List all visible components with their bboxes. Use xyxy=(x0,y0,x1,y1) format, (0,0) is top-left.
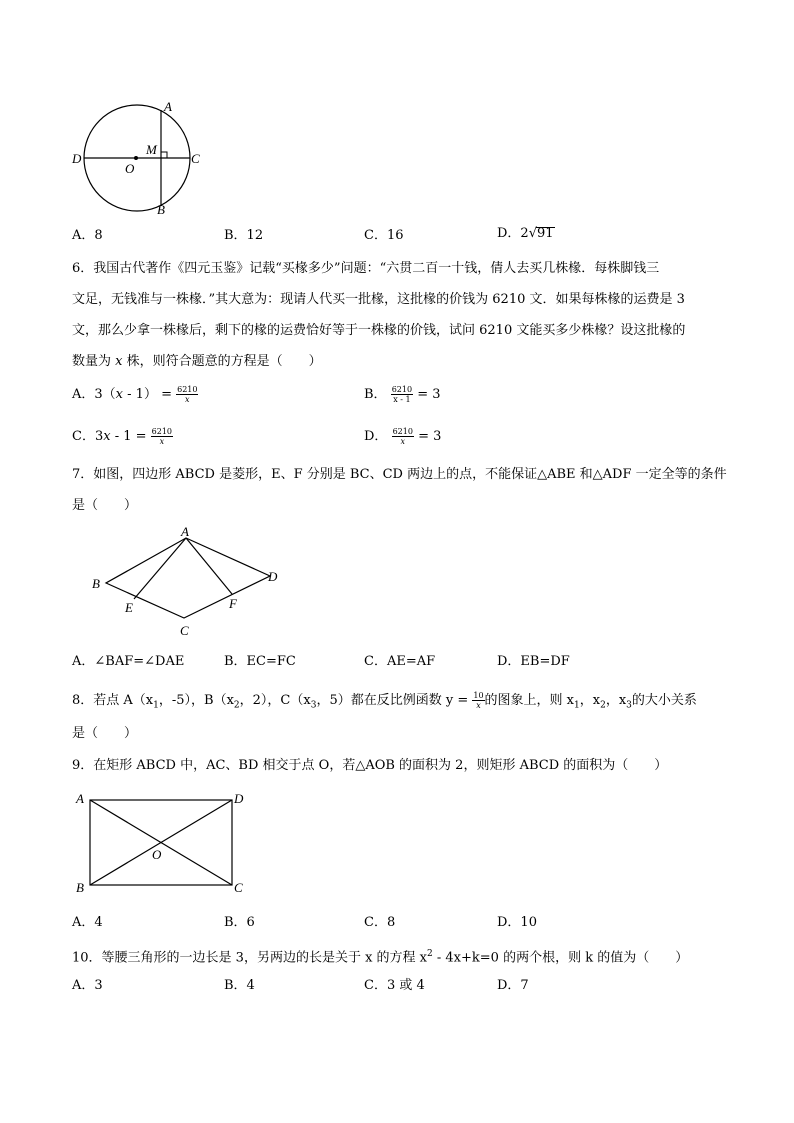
segment-af xyxy=(186,538,232,594)
q5-option-a[interactable]: A．8 xyxy=(72,228,103,243)
sqrt-sign: √ xyxy=(528,226,537,241)
q9-option-d[interactable]: D．10 xyxy=(497,915,537,930)
q6-opt-d-frac: $\frac{6210}{x}$ xyxy=(392,427,413,446)
q5-option-c[interactable]: C．16 xyxy=(364,228,404,243)
q6-line2: 文足，无钱准与一株椽．”其大意为：现请人代买一批椽，这批椽的价钱为 6210 文．如果每株椽的运费是 3 xyxy=(72,292,685,307)
q6-opt-d-after: = 3 xyxy=(418,429,442,444)
q6-opt-c-var: x xyxy=(103,429,111,444)
q6-opt-b-frac: $\frac{6210}{x - 1}$ xyxy=(391,385,413,404)
q9-option-c[interactable]: C．8 xyxy=(364,915,396,930)
label-f: F xyxy=(229,596,237,611)
label-d: D xyxy=(234,791,244,806)
right-angle-mark xyxy=(161,152,167,158)
label-d: D xyxy=(268,569,278,584)
q7-option-b[interactable]: B．EC=FC xyxy=(224,654,296,669)
label-b: B xyxy=(157,202,165,217)
segment-ae xyxy=(134,538,186,599)
q6-option-c[interactable] xyxy=(72,427,173,446)
q6-opt-b-after: = 3 xyxy=(417,387,441,402)
q5-option-d[interactable] xyxy=(497,226,555,242)
q5-option-b[interactable]: B．12 xyxy=(224,228,264,243)
q6-option-b[interactable] xyxy=(364,385,441,404)
label-a: A xyxy=(181,526,189,539)
q8-frac: $\frac{10}{x}$ xyxy=(473,691,484,710)
q7-line2: 是（ ） xyxy=(72,498,138,513)
q6-line3: 文，那么少拿一株椽后，剩下的椽的运费恰好等于一株椽的价钱，试问 6210 文能买多少株椽？设这批椽的 xyxy=(72,323,686,338)
q9-line1: 9．在矩形 ABCD 中，AC、BD 相交于点 O，若△AOB 的面积为 2，则矩形 ABCD 的面积为（ ） xyxy=(72,758,668,773)
label-b: B xyxy=(76,880,84,895)
q6-opt-c-after: - 1 = xyxy=(110,429,147,444)
label-c: C xyxy=(234,880,243,895)
label-a: A xyxy=(164,99,172,114)
q6-opt-a-var: x xyxy=(115,387,124,402)
q8-line1: 8．若点 $A(x_1$，-5），$B(x_2$，2），$C(x_3$，5）都在反比例函数 y = $\frac{10}{x}$ 的图象上，则 $x_1$，$x_2$，$x_3$的大小关系 xyxy=(72,691,697,711)
q10-option-d[interactable]: D．7 xyxy=(497,978,529,993)
q6-opt-c-prefix: C．3 xyxy=(72,429,104,444)
q5-option-d-prefix: D．2 xyxy=(497,226,529,241)
q8-line2: 是（ ） xyxy=(72,726,138,741)
q10-option-c[interactable]: C．3 或 4 xyxy=(364,978,425,993)
label-d: D xyxy=(72,151,82,166)
label-m: M xyxy=(146,142,157,157)
q6-option-d[interactable] xyxy=(364,427,441,446)
q6-opt-a-after: - 1） = xyxy=(123,387,172,402)
label-c: C xyxy=(191,151,200,166)
q10-line1: 10．等腰三角形的一边长是 3，另两边的长是关于 x 的方程 $x^2 - 4x+k=0$ 的两个根，则 k 的值为（ ） xyxy=(72,949,689,966)
q6-line4-var: x xyxy=(115,354,123,369)
label-a: A xyxy=(76,791,84,806)
q7-option-a[interactable]: A．∠BAF=∠DAE xyxy=(72,654,185,669)
q6-line1: 6．我国古代著作《四元玉鉴》记载“买椽多少”问题：“六贯二百一十钱，倩人去买几株椽．每株脚钱三 xyxy=(72,261,660,276)
label-c: C xyxy=(180,623,189,638)
q6-line4-b: 株，则符合题意的方程是（ ） xyxy=(122,354,322,369)
q10-option-a[interactable]: A．3 xyxy=(72,978,103,993)
q6-option-a[interactable] xyxy=(72,385,198,404)
q10-option-b[interactable]: B．4 xyxy=(224,978,255,993)
q6-opt-d-prefix: D． xyxy=(364,429,388,444)
label-b: B xyxy=(92,576,100,591)
q6-opt-c-frac: $\frac{6210}{x}$ xyxy=(151,427,173,446)
figure-rectangle xyxy=(72,788,252,898)
label-o: O xyxy=(125,161,135,176)
figure-rhombus xyxy=(88,526,288,641)
center-point xyxy=(134,156,138,160)
q9-option-b[interactable]: B．6 xyxy=(224,915,255,930)
q9-option-a[interactable]: A．4 xyxy=(72,915,103,930)
q6-line4-a: 数量为 xyxy=(72,354,116,369)
q7-option-d[interactable]: D．EB=DF xyxy=(497,654,570,669)
q7-line1: 7．如图，四边形 ABCD 是菱形，E、F 分别是 BC、CD 两边上的点，不能保证△ABE 和△ADF 一定全等的条件 xyxy=(72,467,727,482)
q6-opt-a-frac: $\frac{6210}{x}$ xyxy=(177,385,198,404)
q7-option-c[interactable]: C．AE=AF xyxy=(364,654,436,669)
q6-opt-b-prefix: B． xyxy=(364,387,387,402)
q6-opt-a-prefix: A．3（ xyxy=(72,387,116,402)
label-e: E xyxy=(125,600,133,615)
q5-option-d-radicand: 91 xyxy=(537,226,554,241)
q6-line4 xyxy=(72,354,322,370)
label-o: O xyxy=(152,847,162,862)
figure-circle xyxy=(70,98,220,218)
